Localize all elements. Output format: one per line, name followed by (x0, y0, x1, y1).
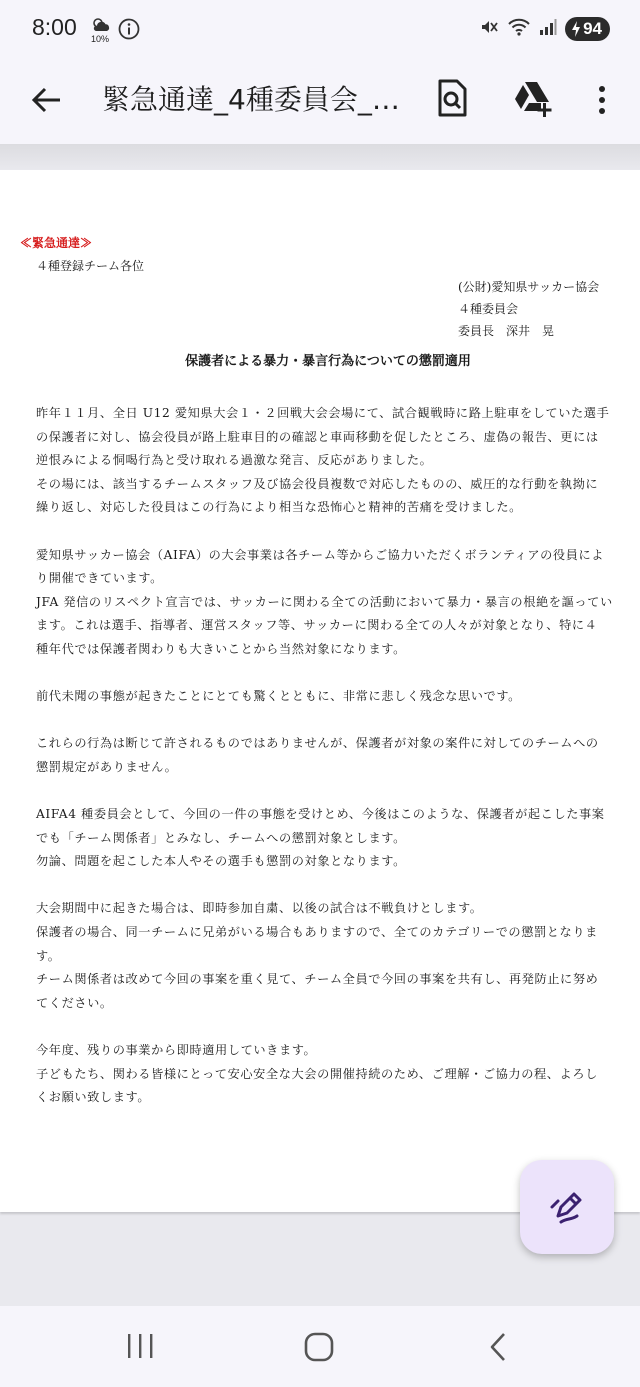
sender-org: (公財)愛知県サッカー協会 (458, 280, 600, 294)
app-bar (0, 62, 640, 144)
text-line: り開催できています。 (36, 571, 163, 586)
edit-pen-icon (547, 1187, 587, 1227)
info-icon (118, 18, 140, 40)
sender-committee: ４種委員会 (458, 302, 519, 316)
sender-chair: 委員長 深井 晃 (458, 324, 555, 338)
paragraph (36, 732, 612, 779)
text-line: てください。 (36, 995, 113, 1010)
paragraph (36, 544, 612, 662)
toolbar-shadow (0, 144, 640, 170)
text-line: 昨年１１月、全日 U12 愛知県大会１・２回戦大会会場にて、試合観戦時に路上駐車をしていた選手 (36, 406, 610, 420)
paragraph (36, 402, 612, 520)
charging-icon (571, 21, 581, 37)
more-vert-icon (590, 80, 614, 120)
text-line: の保護者に対し、協会役員が路上駐車目的の確認と車両移動を促したところ、虚偽の報告、更には (36, 429, 599, 444)
paragraph (36, 897, 612, 1015)
document-title: 緊急通達_4種委員会_… (102, 83, 400, 116)
paragraph (36, 1039, 612, 1110)
text-line: JFA 発信のリスペクト宣言では、サッカーに関わる全ての活動において暴力・暴言の根絶を謳ってい (36, 594, 613, 609)
text-line: 繰り返し、対応した役員はこの行為により相当な恐怖心と精神的苦痛を受けました。 (36, 500, 522, 515)
recents-icon (124, 1332, 156, 1360)
text-line: す。 (36, 948, 61, 963)
urgent-label: ≪緊急通達≫ (20, 236, 93, 250)
addressee: ４種登録チーム各位 (36, 259, 145, 273)
text-line: その場には、該当するチームスタッフ及び協会役員複数で対応したものの、威圧的な行動を執拗に (36, 476, 599, 491)
text-line: ます。これは選手、指導者、運営スタッフ等、サッカーに関わる全ての人々が対象となり、特に４ (36, 618, 598, 633)
text-line: これらの行為は断じて許されるものではありませんが、保護者が対象の案件に対してのチームへの (36, 736, 599, 751)
text-line: AIFA4 種委員会として、今回の一件の事態を受けとめ、今後はこのような、保護者が起こした事案 (36, 807, 605, 822)
text-line: でも「チーム関係者」とみなし、チームへの懲罰対象とします。 (36, 830, 406, 845)
paragraph (36, 685, 612, 709)
text-line: 懲罰規定がありません。 (36, 759, 178, 774)
weather-percent: 10% (91, 34, 110, 44)
text-line: 前代未聞の事態が起きたことにとても驚くとともに、非常に悲しく残念な思いです。 (36, 689, 521, 704)
battery-indicator (565, 17, 610, 41)
status-bar (0, 0, 640, 62)
add-to-drive-button[interactable] (512, 78, 554, 118)
search-in-document-button[interactable] (434, 78, 470, 118)
text-line: 今年度、残りの事業から即時適用していきます。 (36, 1043, 317, 1058)
text-line: くお願い致します。 (36, 1090, 151, 1105)
document-page[interactable] (0, 170, 640, 1212)
more-options-button[interactable] (590, 80, 614, 120)
back-button[interactable] (28, 80, 68, 120)
system-back-button[interactable] (484, 1330, 514, 1364)
status-time: 8:00 (32, 14, 77, 40)
sender-block (458, 276, 599, 342)
recents-button[interactable] (124, 1332, 156, 1360)
signal-icon (539, 18, 557, 40)
navigation-bar (0, 1306, 640, 1387)
mute-icon (479, 17, 499, 41)
document-body (36, 402, 612, 1133)
document-heading: 保護者による暴力・暴言行為についての懲罰適用 (185, 354, 471, 369)
text-line: 保護者の場合、同一チームに兄弟がいる場合もありますので、全てのカテゴリーでの懲罰となりま (36, 925, 598, 940)
annotate-fab-button[interactable] (520, 1160, 614, 1254)
home-button[interactable] (302, 1330, 336, 1364)
arrow-back-icon (28, 80, 68, 120)
text-line: 種年代では保護者関わりも大きいことから当然対象になります。 (36, 641, 406, 656)
text-line: 愛知県サッカー協会（AIFA）の大会事業は各チーム等からご協力いただくボランティアの役員によ (36, 547, 605, 562)
text-line: 大会期間中に起きた場合は、即時参加自粛、以後の試合は不戦負けとします。 (36, 901, 483, 916)
status-icons (479, 17, 610, 41)
home-icon (302, 1330, 336, 1364)
text-line: 子どもたち、関わる皆様にとって安心安全な大会の開催持続のため、ご理解・ご協力の程、よろし (36, 1066, 598, 1081)
battery-level: 94 (583, 19, 602, 38)
text-line: チーム関係者は改めて今回の事案を重く見て、チーム全員で今回の事案を共有し、再発防止に努め (36, 972, 599, 987)
paragraph (36, 803, 612, 874)
document-search-icon (434, 78, 470, 118)
text-line: 逆恨みによる恫喝行為と受け取れる過激な発言、反応がありました。 (36, 453, 433, 468)
wifi-icon (507, 17, 531, 41)
google-drive-add-icon (512, 78, 554, 118)
text-line: 勿論、問題を起こした本人やその選手も懲罰の対象となります。 (36, 854, 406, 869)
chevron-left-icon (484, 1330, 514, 1364)
